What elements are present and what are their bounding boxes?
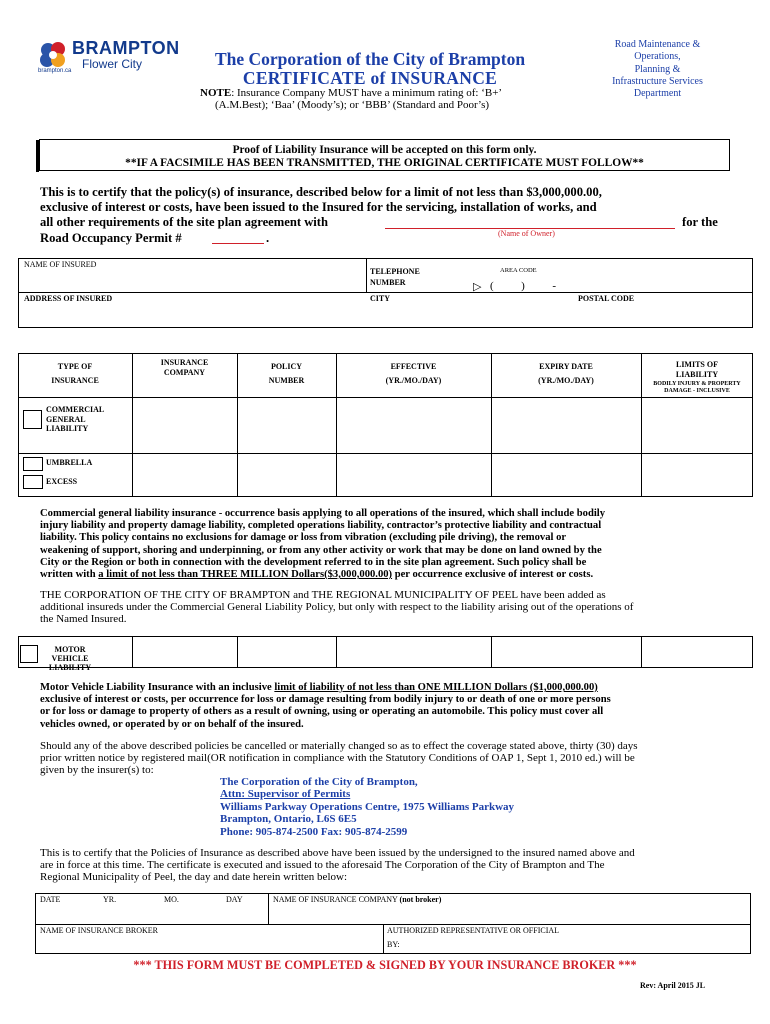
by-label: BY: — [387, 940, 400, 949]
department-block — [590, 39, 725, 100]
banner-line2: **IF A FACSIMILE HAS BEEN TRANSMITTED, THE ORIGINAL CERTIFICATE MUST FOLLOW** — [125, 157, 644, 169]
insurance-broker-label: NAME OF INSURANCE BROKER — [40, 926, 159, 935]
logo-site: brampton.ca — [38, 68, 72, 74]
coverage-row-divider — [18, 453, 753, 454]
umbrella-label: UMBRELLA — [46, 458, 93, 467]
dept-line: Road Maintenance & — [614, 39, 701, 50]
insurance-company-field[interactable] — [273, 906, 743, 922]
insurance-company-label — [273, 895, 441, 904]
logo-tagline: Flower City — [82, 57, 143, 71]
motor-label-1: MOTOR VEHICLE — [51, 645, 89, 663]
limits-header — [641, 360, 753, 395]
owner-hint: (Name of Owner) — [498, 229, 555, 238]
motor-vehicle-checkbox[interactable] — [20, 645, 38, 663]
certify-line2: exclusive of interest or costs, have been issued to the Insured for the servicing, installation of works, and — [40, 200, 597, 214]
limits-header-3: BODILY INJURY & PROPERTY — [653, 381, 741, 387]
area-code-label: AREA CODE — [500, 267, 537, 274]
company-header-1: INSURANCE — [160, 358, 209, 367]
company-header — [132, 358, 237, 378]
not-broker-text: (not broker) — [399, 895, 442, 904]
cancel-line: Should any of the above described policies be cancelled or materially changed so as to effect the coverage stated above, thirty (30) days — [40, 740, 638, 752]
excess-label: EXCESS — [46, 477, 78, 486]
cgl-label-1: COMMERCIAL — [46, 405, 105, 414]
cancel-line: prior written notice by registered mail(OR notification in compliance with the Statutory Conditions of OAP 1, Sept 1, 2010 ed.) will be — [40, 752, 635, 765]
certify-line1: This is to certify that the policy(s) of insurance, described below for a limit of not less than $3,000,000.00, — [40, 185, 602, 199]
authorized-rep-label: AUTHORIZED REPRESENTATIVE OR OFFICIAL — [387, 926, 560, 935]
cgl-l6-start: written with — [40, 569, 99, 581]
name-of-insured-label: NAME OF INSURED — [24, 260, 97, 269]
cgl-paragraph — [40, 508, 726, 581]
banner-shadow-left — [36, 140, 39, 172]
insurance-broker-field[interactable] — [40, 937, 375, 952]
rating-note-line2: (A.M.Best); ‘Baa’ (Moody’s); or ‘BBB’ (Standard and Poor’s) — [215, 99, 490, 111]
policy-header-2: NUMBER — [268, 376, 305, 385]
additional-line: additional insureds under the Commercial General Liability Policy, but only with respect to the liability arising out of the operations of — [40, 601, 634, 614]
certificate-subtitle: CERTIFICATE of INSURANCE — [242, 68, 498, 88]
umbrella-checkbox[interactable] — [23, 457, 43, 471]
cgl-text-line: injury liability and property damage liability, completed operations liability, contractor’s protective liability and contractual — [40, 520, 602, 532]
dept-line: Infrastructure Services — [612, 75, 703, 87]
closing-line: are in force at this time. The certificate is executed and issued to the aforesaid The Corporation of the City of Brampton and The — [40, 859, 605, 872]
certify-line3: all other requirements of the site plan agreement with — [40, 215, 328, 229]
phone-arrow-icon: ▷ — [473, 281, 482, 293]
motor-text-line: vehicles owned, or operated by or on behalf of the insured. — [40, 718, 304, 730]
address-line: Brampton, Ontario, L6S 6E5 — [220, 813, 357, 826]
motor-l1-underline: limit of liability of not less than ONE MILLION Dollars ($1,000,000.00) — [274, 682, 598, 693]
cgl-l6-underline: a limit of not less than THREE MILLION Dollars($3,000,000.00) — [98, 569, 393, 581]
excess-checkbox[interactable] — [23, 475, 43, 489]
motor-text-line: or for loss or damage to property of others as a result of owning, using or operating an automobile. This policy must cover all — [40, 706, 604, 718]
note-line1: : Insurance Company MUST have a minimum rating of: ‘B+’ — [231, 87, 503, 99]
policy-header-1: POLICY — [270, 362, 303, 371]
expiry-header-1: EXPIRY DATE — [539, 362, 593, 371]
dept-line: Department — [633, 88, 682, 100]
expiry-header — [491, 360, 641, 388]
cancellation-paragraph — [40, 740, 730, 777]
permit-period: . — [266, 231, 270, 245]
cgl-text-line-6 — [40, 569, 726, 581]
type-header-2: INSURANCE — [51, 376, 99, 385]
cgl-text-line: liability. This policy contains no exclusions for damage or loss from vibration (excluding pile driving), the removal or — [40, 532, 567, 544]
cgl-label — [46, 405, 104, 434]
insured-vdivider — [366, 258, 367, 292]
permit-label: Road Occupancy Permit # — [40, 231, 182, 245]
cgl-l6-end: per occurrence exclusive of interest or costs. — [392, 569, 594, 581]
cgl-label-2: GENERAL — [46, 414, 86, 424]
motor-vehicle-row — [18, 636, 753, 668]
limits-header-1: LIMITS OF — [675, 360, 718, 369]
address-line: The Corporation of the City of Brampton, — [220, 776, 418, 788]
additional-line: the Named Insured. — [40, 613, 127, 626]
motor-vehicle-label — [38, 645, 102, 672]
day-label: DAY — [226, 895, 243, 904]
policy-header — [237, 360, 336, 388]
cgl-checkbox[interactable] — [23, 410, 42, 429]
motor-text-line: exclusive of interest or costs, per occurrence for loss or damage resulting from bodily injury to or death of one or more persons — [40, 694, 611, 706]
month-label: MO. — [164, 895, 179, 904]
address-line: Phone: 905-874-2500 Fax: 905-874-2599 — [220, 825, 408, 838]
motor-paragraph — [40, 682, 726, 731]
insured-divider — [18, 292, 753, 293]
city-label: CITY — [370, 294, 391, 303]
page-title: The Corporation of the City of Brampton — [214, 49, 526, 69]
motor-label-2: LIABILITY — [48, 663, 92, 672]
certify-line3-end: for the — [682, 215, 718, 229]
limits-header-4: DAMAGE - INCLUSIVE — [664, 388, 730, 394]
signature-field[interactable] — [405, 938, 745, 952]
motor-l1-start: Motor Vehicle Liability Insurance with an inclusive — [40, 682, 275, 693]
brampton-logo — [38, 40, 178, 76]
cgl-text-line: City or the Region or both in connection with the development referred to in the site plan agreement. Such policy shall be — [40, 556, 587, 568]
motor-line-1 — [40, 682, 726, 694]
effective-header-2: (YR./MO./DAY) — [385, 376, 442, 385]
coverage-header-divider — [18, 397, 753, 398]
rating-note — [200, 87, 502, 99]
date-label: DATE — [40, 895, 61, 904]
closing-paragraph — [40, 847, 730, 884]
dept-line: Planning & — [634, 63, 681, 75]
proof-banner — [39, 139, 730, 171]
closing-line: This is to certify that the Policies of Insurance as described above have been issued by the undersigned to the insured named above and — [40, 847, 635, 859]
company-label-text: NAME OF INSURANCE COMPANY — [273, 895, 398, 904]
closing-line: Regional Municipality of Peel, the day and date herein written below: — [40, 871, 347, 884]
name-of-insured-field[interactable] — [24, 272, 354, 288]
logo-brand: BRAMPTON — [72, 38, 180, 58]
address-line: Williams Parkway Operations Centre, 1975 Williams Parkway — [220, 800, 515, 813]
permit-number-field[interactable] — [212, 243, 264, 244]
expiry-header-2: (YR./MO./DAY) — [538, 376, 594, 385]
effective-header — [336, 360, 491, 388]
postal-code-label: POSTAL CODE — [578, 294, 635, 303]
revision-label: Rev: April 2015 JL — [640, 981, 706, 990]
number-label: NUMBER — [370, 278, 406, 287]
additional-line: THE CORPORATION OF THE CITY OF BRAMPTON and THE REGIONAL MUNICIPALITY OF PEEL have been added as — [40, 589, 606, 601]
cgl-text-line: Commercial general liability insurance - occurrence basis applying to all operations of the insured, which shall include bodily — [40, 508, 606, 519]
phone-field[interactable]: ( ) - — [490, 280, 556, 292]
year-label: YR. — [103, 895, 117, 904]
address-of-insured-label: ADDRESS OF INSURED — [24, 294, 113, 303]
company-header-2: COMPANY — [163, 368, 206, 377]
banner-line1: Proof of Liability Insurance will be accepted on this form only. — [232, 144, 537, 156]
flower-logo-icon — [38, 40, 68, 70]
telephone-label: TELEPHONE — [370, 267, 420, 276]
note-label: NOTE — [200, 87, 232, 99]
additional-insureds-paragraph — [40, 589, 726, 626]
cancel-line: given by the insurer(s) to: — [40, 764, 154, 777]
effective-header-1: EFFECTIVE — [390, 362, 437, 371]
type-header — [18, 360, 132, 388]
cgl-label-3: LIABILITY — [46, 424, 89, 433]
dept-line: Operations, — [634, 51, 681, 63]
address-line: Attn: Supervisor of Permits — [220, 788, 351, 801]
type-header-1: TYPE OF — [57, 362, 93, 371]
cgl-text-line: weakening of support, shoring and underpinning, or from any other activity or work that may be done on land owned by the — [40, 544, 602, 556]
limits-header-2: LIABILITY — [675, 370, 719, 379]
brampton-address-block — [220, 776, 514, 838]
broker-warning: *** THIS FORM MUST BE COMPLETED & SIGNED BY YOUR INSURANCE BROKER *** — [133, 958, 637, 972]
